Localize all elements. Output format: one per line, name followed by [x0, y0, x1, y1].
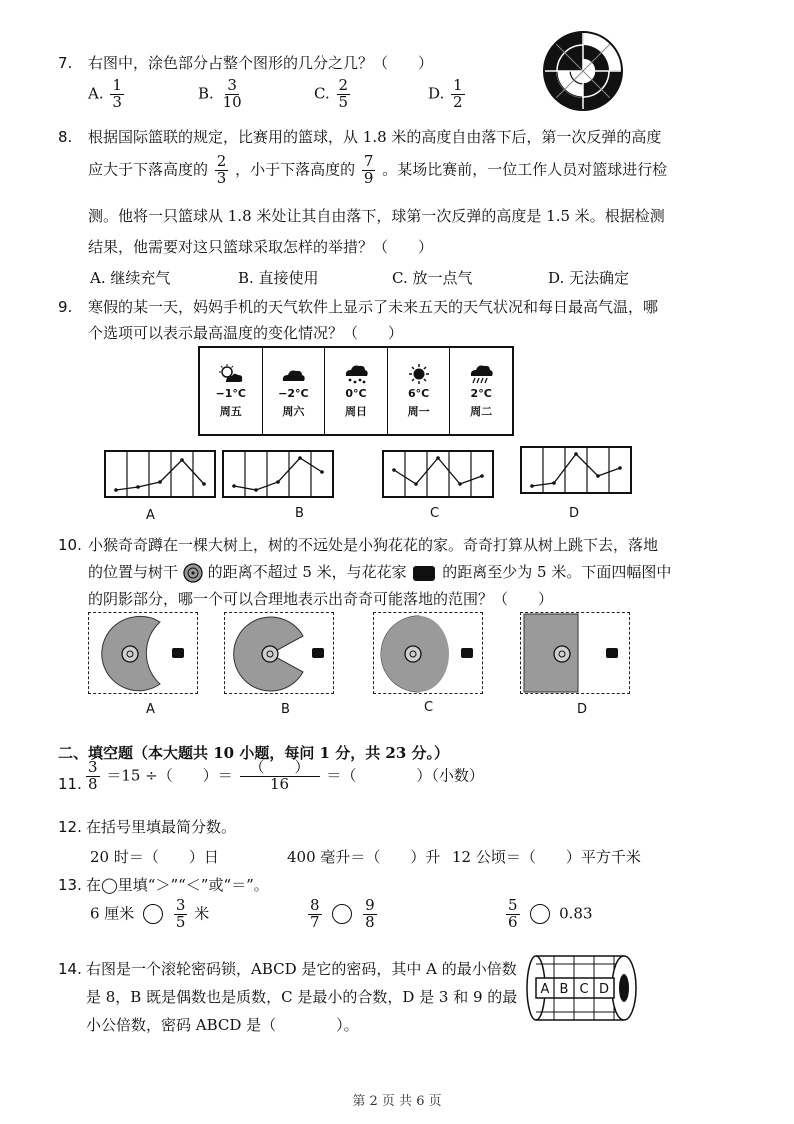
compare-circle[interactable] [143, 904, 163, 924]
temperature: 6°C [407, 386, 430, 400]
sun-cloud-icon [218, 364, 244, 384]
frac-num: 2 [338, 76, 349, 94]
snow-cloud-icon [343, 364, 369, 384]
q9-option-d-chart [520, 446, 632, 494]
q8-option-b: B. 直接使用 [238, 269, 319, 287]
temperature: 0°C [345, 386, 367, 400]
q8-option-a: A. 继续充气 [90, 269, 171, 287]
q7-option-c [314, 78, 352, 111]
q8-option-c: C. 放一点气 [392, 269, 473, 287]
section-heading: 二、填空题（本大题共 10 小题，每问 1 分，共 23 分。） [58, 744, 450, 762]
frac-den: 5 [175, 912, 186, 931]
q13-part-a [90, 898, 209, 931]
q12-part-b: 400 毫升＝（ ）升 [287, 848, 441, 866]
frac-den: 3 [216, 168, 227, 187]
weather-day-friday [200, 348, 263, 434]
q10-label-b: B [281, 702, 290, 717]
q9-label-b: B [295, 506, 304, 521]
q8-option-d: D. 无法确定 [548, 269, 630, 287]
lock-letter-c: C [579, 982, 589, 997]
frac-den: 2 [453, 92, 463, 111]
frac-den: 5 [338, 92, 349, 111]
q7-option-d [428, 78, 467, 111]
frac-num: 5 [508, 896, 518, 914]
compare-circle[interactable] [332, 904, 352, 924]
q9-label-c: C [430, 506, 440, 521]
temperature: −2°C [278, 386, 309, 400]
tree-trunk-icon [183, 563, 203, 583]
q9-option-c-chart [382, 450, 494, 498]
text: ＝（ ）（小数） [326, 766, 484, 785]
frac-den: 7 [310, 912, 320, 931]
q9-line1: 寒假的某一天，妈妈手机的天气软件上显示了未来五天的天气状况和每日最高气温，哪 [88, 298, 659, 316]
text: ＝15 ÷（ ）＝ [106, 766, 233, 785]
frac-den: 6 [508, 912, 518, 931]
q11-equation [84, 760, 484, 793]
weather-day-sunday [325, 348, 388, 434]
q10-label-c: C [424, 700, 434, 715]
sun-icon [406, 364, 432, 384]
option-letter: D. [428, 84, 445, 103]
q13-part-b [306, 898, 379, 931]
frac-num: 2 [216, 152, 227, 170]
q14-line3: 小公倍数，密码 ABCD 是（ ）。 [86, 1016, 359, 1034]
frac-num: 3 [227, 76, 237, 94]
q10-line3: 的阴影部分，哪一个可以合理地表示出奇奇可能落地的范围？（ ） [88, 590, 554, 608]
frac-num: 9 [365, 896, 375, 914]
text: 的距离不超过 5 米，与花花家 [207, 563, 407, 581]
q14-line1: 右图是一个滚轮密码锁，ABCD 是它的密码，其中 A 的最小倍数 [86, 960, 517, 978]
q8-line1: 根据国际篮联的规定，比赛用的篮球，从 1.8 米的高度自由落下后，第一次反弹的高度 [88, 128, 662, 146]
q10-line2 [88, 561, 671, 583]
option-letter: B. [198, 84, 214, 103]
q10-label-d: D [577, 702, 588, 717]
dog-house-icon [413, 566, 435, 581]
text: 的距离至少为 5 米。下面四幅图中 [442, 563, 672, 581]
lock-letter-b: B [559, 982, 569, 997]
q12-part-c: 12 公顷＝（ ）平方千米 [452, 848, 641, 866]
frac-num: 3 [175, 896, 186, 914]
option-letter: C. [314, 84, 330, 103]
frac-den: 16 [270, 774, 290, 793]
q10-line1: 小猴奇奇蹲在一棵大树上，树的不远处是小狗花花的家。奇奇打算从树上跳下去，落地 [88, 536, 659, 554]
q11-number: 11. [58, 775, 82, 793]
frac-den: 8 [365, 912, 375, 931]
frac-num: （ ） [240, 760, 320, 777]
frac-num: 8 [310, 896, 320, 914]
temperature: 2°C [470, 386, 492, 400]
q14-line2: 是 8，B 既是偶数也是质数，C 是最小的合数，D 是 3 和 9 的最 [86, 988, 518, 1006]
compare-circle[interactable] [530, 904, 550, 924]
text: 的位置与树干 [88, 563, 179, 581]
weather-day-monday [388, 348, 451, 434]
q10-label-a: A [146, 702, 155, 717]
q9-label-a: A [146, 508, 155, 523]
q12-text: 在括号里填最简分数。 [86, 818, 237, 836]
q12-part-a: 20 时＝（ ）日 [90, 848, 219, 866]
weekday: 周一 [407, 404, 430, 418]
q8-line2 [88, 154, 667, 187]
combination-lock-figure [524, 950, 640, 1026]
q10-number: 10. [58, 536, 82, 554]
temperature: −1°C [215, 386, 247, 400]
q9-line2: 个选项可以表示最高温度的变化情况？（ ） [88, 324, 404, 342]
lock-letter-a: A [540, 982, 550, 997]
frac-den: 10 [222, 92, 242, 111]
weather-forecast-table [198, 346, 514, 436]
frac-den: 9 [363, 168, 374, 187]
q13-part-c [504, 898, 593, 931]
frac-num: 1 [112, 76, 122, 94]
q10-option-c-figure [373, 612, 483, 694]
weekday: 周日 [344, 404, 367, 418]
q9-option-b-chart [222, 450, 334, 498]
option-letter: A. [88, 84, 104, 103]
q10-option-b-figure [224, 612, 334, 694]
text: ，小于下落高度的 [235, 160, 356, 179]
q7-text: 右图中，涂色部分占整个图形的几分之几？（ ） [88, 54, 434, 72]
weather-day-tuesday [450, 348, 512, 434]
frac-num: 3 [88, 758, 98, 776]
weekday: 周六 [282, 404, 305, 418]
page-footer: 第 2 页 共 6 页 [352, 1094, 442, 1109]
text: 0.83 [559, 904, 593, 923]
frac-den: 8 [88, 774, 98, 793]
text: 应大于下落高度的 [88, 160, 209, 179]
q7-option-b [198, 78, 246, 111]
q10-option-a-figure [88, 612, 198, 694]
q9-number: 9. [58, 298, 73, 316]
lock-letter-d: D [598, 982, 610, 997]
text: 。某场比赛前，一位工作人员对篮球进行检 [382, 160, 668, 179]
q8-number: 8. [58, 128, 73, 146]
q7-number: 7. [58, 54, 73, 72]
text: 6 厘米 [90, 904, 135, 923]
weather-day-saturday [263, 348, 326, 434]
frac-num: 7 [363, 152, 374, 170]
q13-number: 13. [58, 876, 82, 894]
q10-option-d-figure [520, 612, 630, 694]
weekday: 周五 [219, 404, 242, 418]
q13-text: 在◯里填“＞”“＜”或“＝”。 [86, 876, 269, 894]
q12-number: 12. [58, 818, 82, 836]
weekday: 周二 [470, 404, 493, 418]
shaded-circle-figure [542, 30, 624, 112]
cloud-icon [280, 364, 306, 384]
q9-option-a-chart [104, 450, 216, 498]
frac-num: 1 [453, 76, 463, 94]
q14-number: 14. [58, 960, 82, 978]
q8-line3: 测。他将一只篮球从 1.8 米处让其自由落下，球第一次反弹的高度是 1.5 米。根据检测 [88, 207, 665, 225]
text: 米 [194, 904, 210, 923]
q7-option-a [88, 78, 126, 111]
q8-line4: 结果，他需要对这只篮球采取怎样的举措？（ ） [88, 238, 434, 256]
frac-den: 3 [112, 92, 122, 111]
q9-label-d: D [569, 506, 580, 521]
rain-cloud-icon [468, 364, 494, 384]
